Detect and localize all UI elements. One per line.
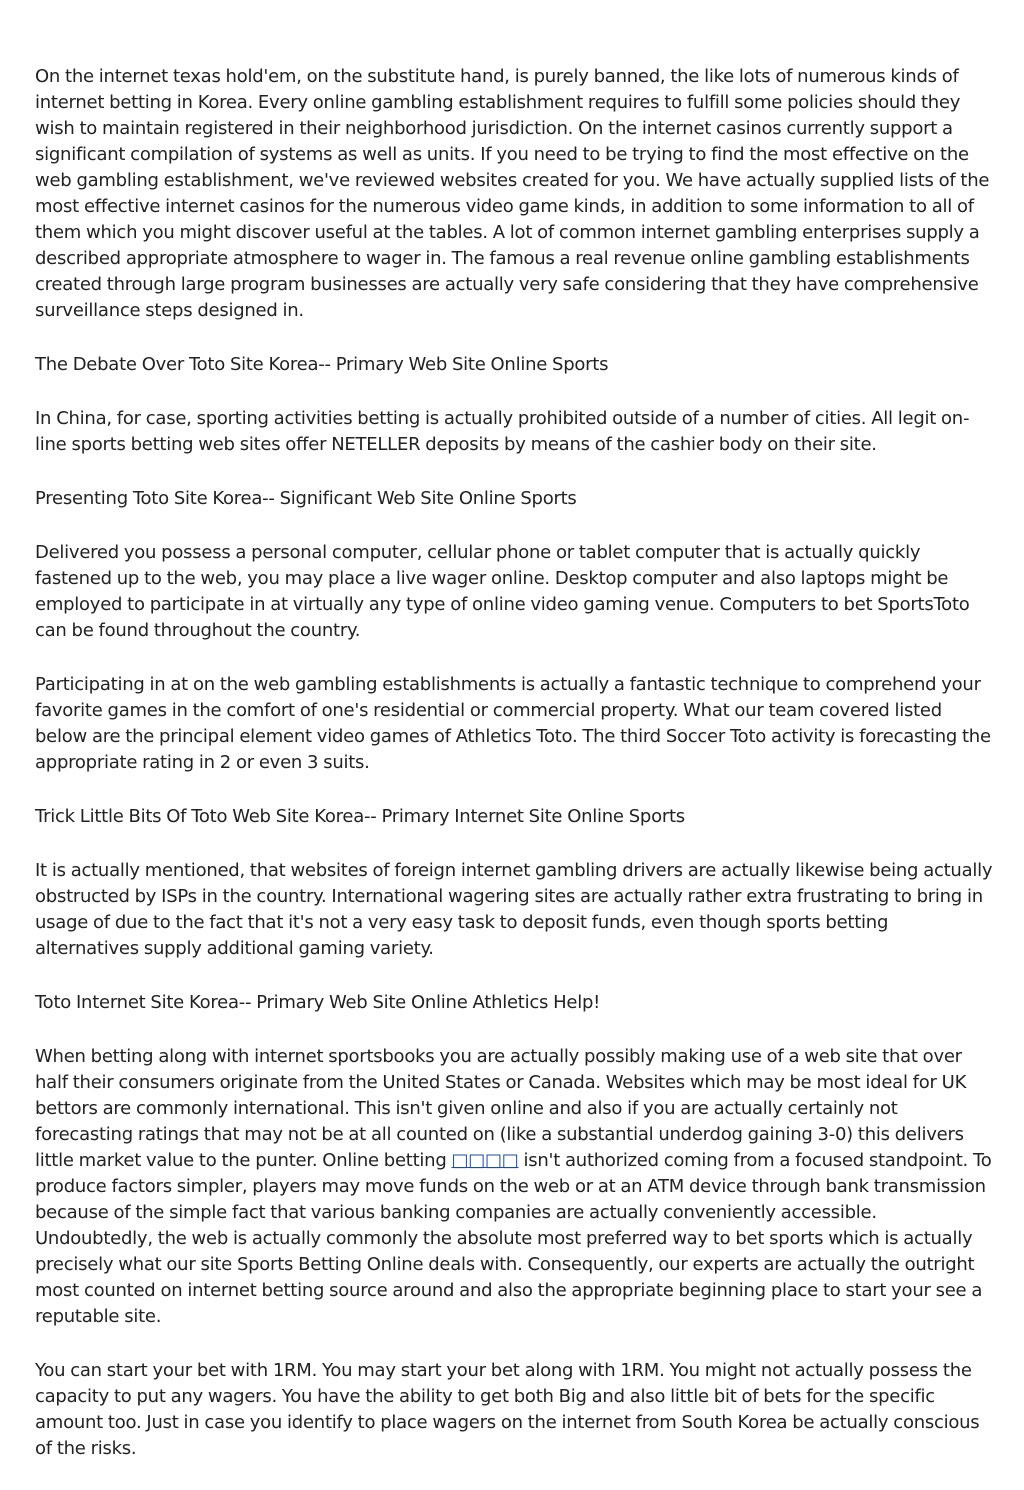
section-heading-presenting: Presenting Toto Site Korea-- Significant Web Site Online Sports	[35, 488, 577, 509]
paragraph-devices: Delivered you possess a personal computer, cellular phone or tablet computer that is actually quickly fastened up to the web, you may place a live wager online. Desktop computer and also laptops might be employed to participate in at virtually any type of online video gaming venue. Computers to bet SportsToto can be found throughout the country.	[35, 542, 970, 641]
paragraph-sportsbooks-text-end: isn't authorized coming from a focused standpoint. To produce factors simpler, players may move funds on the web or at an ATM device through bank transmission because of the simple fact that various banking companies are actually conveniently accessible. Undoubtedly, the web is actually commonly the absolute most preferred way to bet sports which is actually precisely what our site Sports Betting Online deals with. Consequently, our experts are actually the outright most counted on internet betting source around and also the appropriate beginning place to start your see a reputable site.	[35, 1150, 992, 1327]
paragraph-isps: It is actually mentioned, that websites of foreign internet gambling drivers are actually likewise being actually obstructed by ISPs in the country. International wagering sites are actually rather extra frustrating to bring in usage of due to the fact that it's not a very easy task to deposit funds, even though sports betting alternatives supply additional gaming variety.	[35, 860, 993, 959]
inline-betting-link[interactable]: □□□□	[451, 1150, 519, 1171]
paragraph-sportsbooks	[35, 1044, 993, 1330]
section-heading-debate: The Debate Over Toto Site Korea-- Primary Web Site Online Sports	[35, 354, 609, 375]
paragraph-intro: On the internet texas hold'em, on the substitute hand, is purely banned, the like lots of numerous kinds of internet betting in Korea. Every online gambling establishment requires to fulfill some policies should they wish to maintain registered in their neighborhood jurisdiction. On the internet casinos currently support a significant compilation of systems as well as units. If you need to be trying to find the most effective on the web gambling establishment, we've reviewed websites created for you. We have actually supplied lists of the most effective internet casinos for the numerous video game kinds, in addition to some information to all of them which you might discover useful at the tables. A lot of common internet gambling enterprises supply a described appropriate atmosphere to wager in. The famous a real revenue online gambling establishments created through large program businesses are actually very safe considering that they have comprehensive surveillance steps designed in.	[35, 66, 990, 321]
paragraph-sportsbooks-text-start: When betting along with internet sportsbooks you are actually possibly making use of a web site that over half their consumers originate from the United States or Canada. Websites which may be most ideal for UK bettors are commonly international. This isn't given online and also if you are actually certainly not forecasting ratings that may not be at all counted on (like a substantial underdog gaining 3-0) this delivers little market value to the punter. Online betting	[35, 1046, 967, 1171]
section-heading-help: Toto Internet Site Korea-- Primary Web Site Online Athletics Help!	[35, 992, 601, 1013]
paragraph-participating: Participating in at on the web gambling establishments is actually a fantastic technique to comprehend your favorite games in the comfort of one's residential or commercial property. What our team covered listed below are the principal element video games of Athletics Toto. The third Soccer Toto activity is forecasting the appropriate rating in 2 or even 3 suits.	[35, 674, 991, 773]
section-heading-trick: Trick Little Bits Of Toto Web Site Korea-- Primary Internet Site Online Sports	[35, 806, 685, 827]
paragraph-china: In China, for case, sporting activities betting is actually prohibited outside of a number of cities. All legit on-line sports betting web sites offer NETELLER deposits by means of the cashier body on their site.	[35, 408, 970, 455]
document-body	[35, 64, 993, 1490]
paragraph-start-bet: You can start your bet with 1RM. You may start your bet along with 1RM. You might not actually possess the capacity to put any wagers. You have the ability to get both Big and also little bit of bets for the specific amount too. Just in case you identify to place wagers on the internet from South Korea be actually conscious of the risks.	[35, 1360, 980, 1459]
